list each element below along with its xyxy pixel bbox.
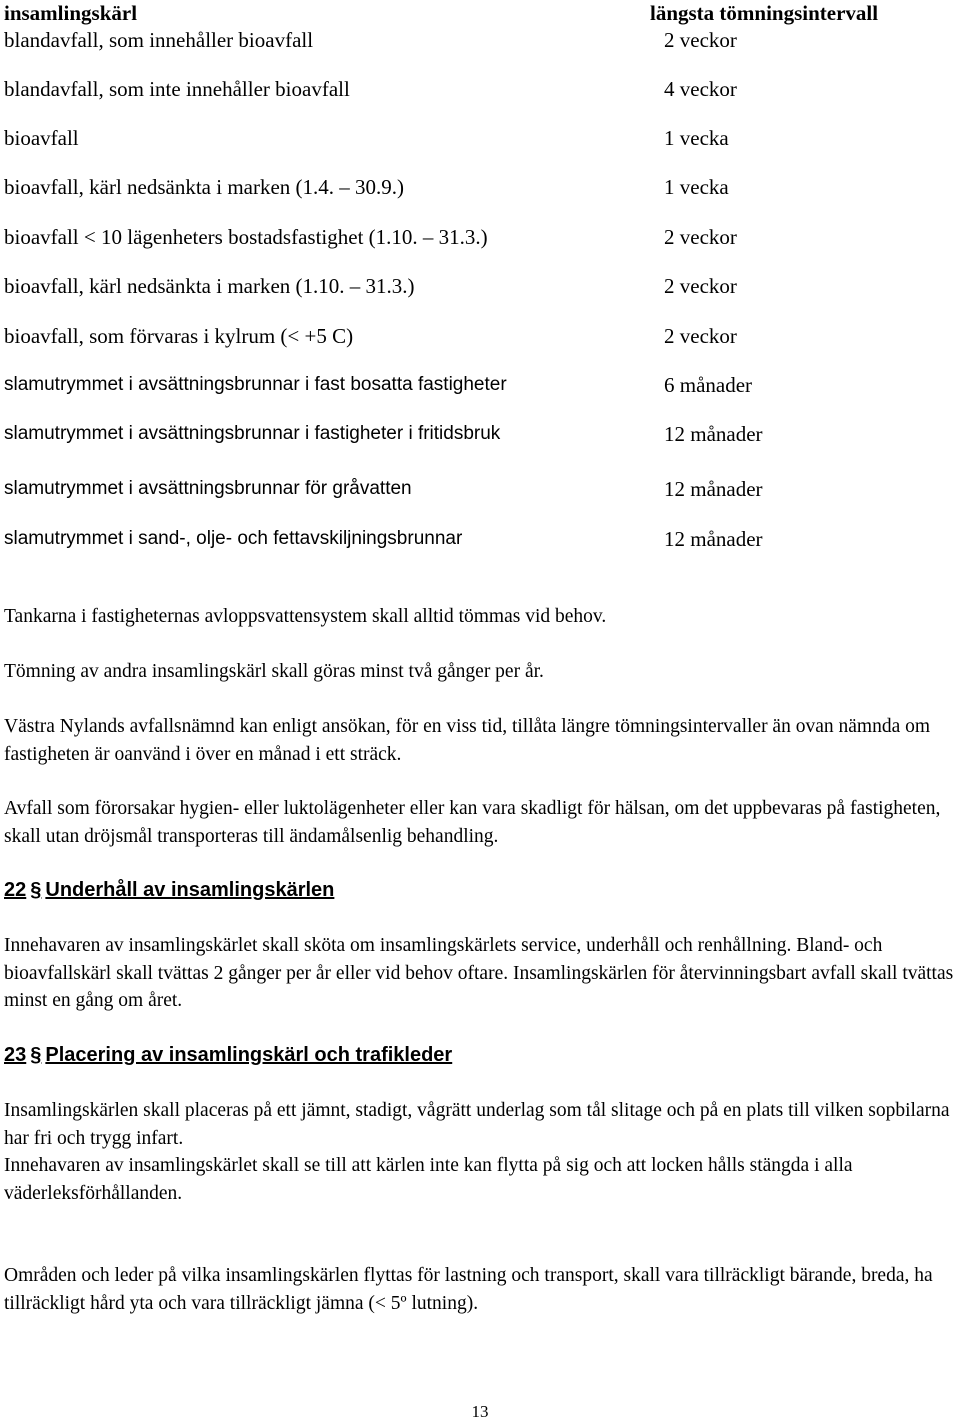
- row-interval: 12 månader: [664, 527, 763, 551]
- row-interval: 4 veckor: [664, 77, 737, 101]
- table-row: [4, 526, 960, 552]
- section-number: 22: [4, 879, 27, 901]
- table-row: [4, 372, 960, 398]
- table-row: [4, 323, 960, 349]
- row-interval: 2 veckor: [664, 28, 737, 52]
- row-category: bioavfall < 10 lägenheters bostadsfastighet (1.10. – 31.3.): [4, 225, 488, 249]
- table-row: [4, 273, 960, 299]
- section-23-body-placement: Insamlingskärlen skall placeras på ett jämnt, stadigt, vågrätt underlag som tål slitage och på en plats till vilken sopbilarna har fri och trygg infart.: [4, 1100, 950, 1149]
- table-row: [4, 421, 960, 447]
- row-category: slamutrymmet i avsättningsbrunnar i fastigheter i fritidsbruk: [4, 423, 501, 444]
- section-title: Placering av insamlingskärl och trafikleder: [45, 1044, 453, 1066]
- row-interval: 2 veckor: [664, 225, 737, 249]
- row-category: blandavfall, som inte innehåller bioavfall: [4, 77, 350, 101]
- table-row: [4, 476, 960, 502]
- section-23-heading: [4, 1042, 452, 1068]
- section-23-body-routes: Områden och leder på vilka insamlingskärlen flyttas för lastning och transport, skall vara tillräckligt bärande, breda, ha tillräckligt hård yta och vara tillräckligt jämna (< 5º lutning).: [4, 1265, 933, 1314]
- header-interval: längsta tömningsintervall: [650, 1, 879, 25]
- table-row: [4, 27, 960, 53]
- row-interval: 1 vecka: [664, 175, 729, 199]
- row-interval: 12 månader: [664, 477, 763, 501]
- row-interval: 12 månader: [664, 422, 763, 446]
- section-number: 23: [4, 1044, 27, 1066]
- section-22-body: Innehavaren av insamlingskärlet skall sköta om insamlingskärlets service, underhåll och renhållning. Bland- och bioavfallskärl skall tvättas 2 gånger per år eller vid behov oftare. Insamlingskärlen för återvinningsbart avfall skall tvättas minst en gång om året.: [4, 935, 954, 1011]
- row-interval: 1 vecka: [664, 126, 729, 150]
- paragraph-extended-intervals: Västra Nylands avfallsnämnd kan enligt ansökan, för en viss tid, tillåta längre tömningsintervaller än ovan nämnda om fastigheten är oanvänd i över en månad i ett sträck.: [4, 716, 931, 765]
- section-22-heading: [4, 877, 334, 903]
- row-category: blandavfall, som innehåller bioavfall: [4, 28, 314, 52]
- paragraph-hygiene-waste: Avfall som förorsakar hygien- eller luktolägenheter eller kan vara skadligt för hälsan, om det uppbevaras på fastigheten, skall utan dröjsmål transporteras till ändamålsenlig behandling.: [4, 798, 941, 847]
- section-symbol: §: [30, 1044, 42, 1066]
- interval-table-header: [4, 0, 960, 26]
- row-category: bioavfall: [4, 126, 79, 150]
- section-title: Underhåll av insamlingskärlen: [45, 879, 335, 901]
- table-row: [4, 76, 960, 102]
- row-interval: 2 veckor: [664, 324, 737, 348]
- paragraph-emptying-frequency: Tömning av andra insamlingskärl skall göras minst två gånger per år.: [4, 661, 544, 682]
- row-category: bioavfall, kärl nedsänkta i marken (1.4. – 30.9.): [4, 175, 405, 199]
- table-row: [4, 125, 960, 151]
- row-category: bioavfall, som förvaras i kylrum (< +5 C): [4, 324, 354, 348]
- table-row: [4, 174, 960, 200]
- row-category: slamutrymmet i avsättningsbrunnar för gråvatten: [4, 478, 412, 499]
- page-number: 13: [471, 1402, 489, 1421]
- row-interval: 6 månader: [664, 373, 753, 397]
- row-category: slamutrymmet i avsättningsbrunnar i fast bosatta fastigheter: [4, 374, 507, 395]
- row-category: bioavfall, kärl nedsänkta i marken (1.10. – 31.3.): [4, 274, 415, 298]
- table-row: [4, 224, 960, 250]
- row-category: slamutrymmet i sand-, olje- och fettavskiljningsbrunnar: [4, 528, 463, 549]
- header-category: insamlingskärl: [4, 1, 138, 25]
- row-interval: 2 veckor: [664, 274, 737, 298]
- section-23-body-lids: Innehavaren av insamlingskärlet skall se till att kärlen inte kan flytta på sig och att locken hålls stängda i alla väderleksförhållanden.: [4, 1155, 853, 1204]
- section-symbol: §: [30, 879, 42, 901]
- paragraph-tank-emptying: Tankarna i fastigheternas avloppsvattensystem skall alltid tömmas vid behov.: [4, 606, 607, 627]
